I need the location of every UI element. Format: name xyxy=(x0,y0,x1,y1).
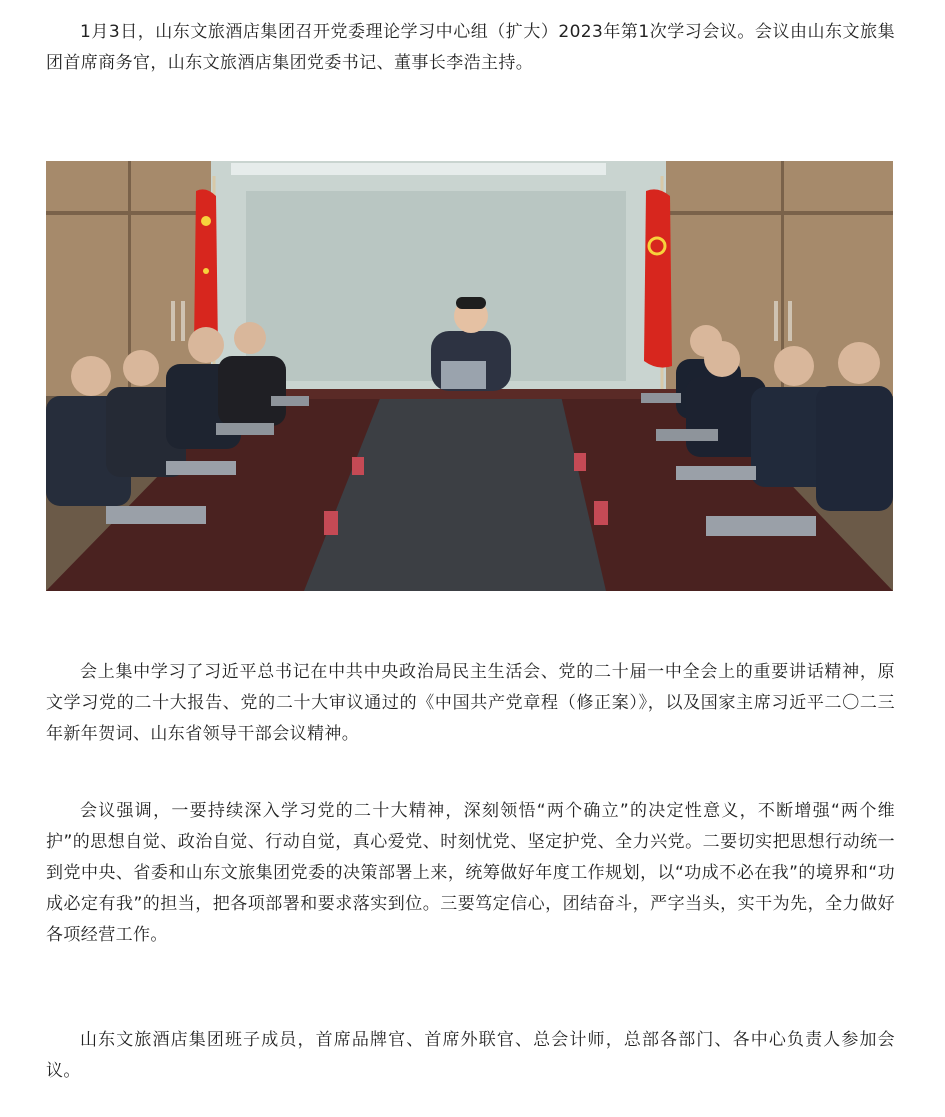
article-paragraph-study: 会上集中学习了习近平总书记在中共中央政治局民主生活会、党的二十届一中全会上的重要讲话精神，原文学习党的二十大报告、党的二十大审议通过的《中国共产党章程（修正案）》，以及国家主席习近平二〇二三年新年贺词、山东省领导干部会议精神。 xyxy=(46,662,895,744)
article-paragraph-attendees: 山东文旅酒店集团班子成员，首席品牌官、首席外联官、总会计师，总部各部门、各中心负责人参加会议。 xyxy=(46,1030,895,1081)
article-paragraph-emphasis: 会议强调，一要持续深入学习党的二十大精神，深刻领悟“两个确立”的决定性意义，不断增强“两个维护”的思想自觉、政治自觉、行动自觉，真心爱党、时刻忧党、坚定护党、全力兴党。二要切实把思想行动统一到党中央、省委和山东文旅集团党委的决策部署上来，统筹做好年度工作规划，以“功成不必在我”的境界和“功成必定有我”的担当，把各项部署和要求落实到位。三要笃定信心，团结奋斗，严字当头，实干为先，全力做好各项经营工作。 xyxy=(46,801,895,945)
article-paragraph-intro: 1月3日，山东文旅酒店集团召开党委理论学习中心组（扩大）2023年第1次学习会议。会议由山东文旅集团首席商务官，山东文旅酒店集团党委书记、董事长李浩主持。 xyxy=(46,22,895,73)
meeting-photo xyxy=(46,161,893,591)
